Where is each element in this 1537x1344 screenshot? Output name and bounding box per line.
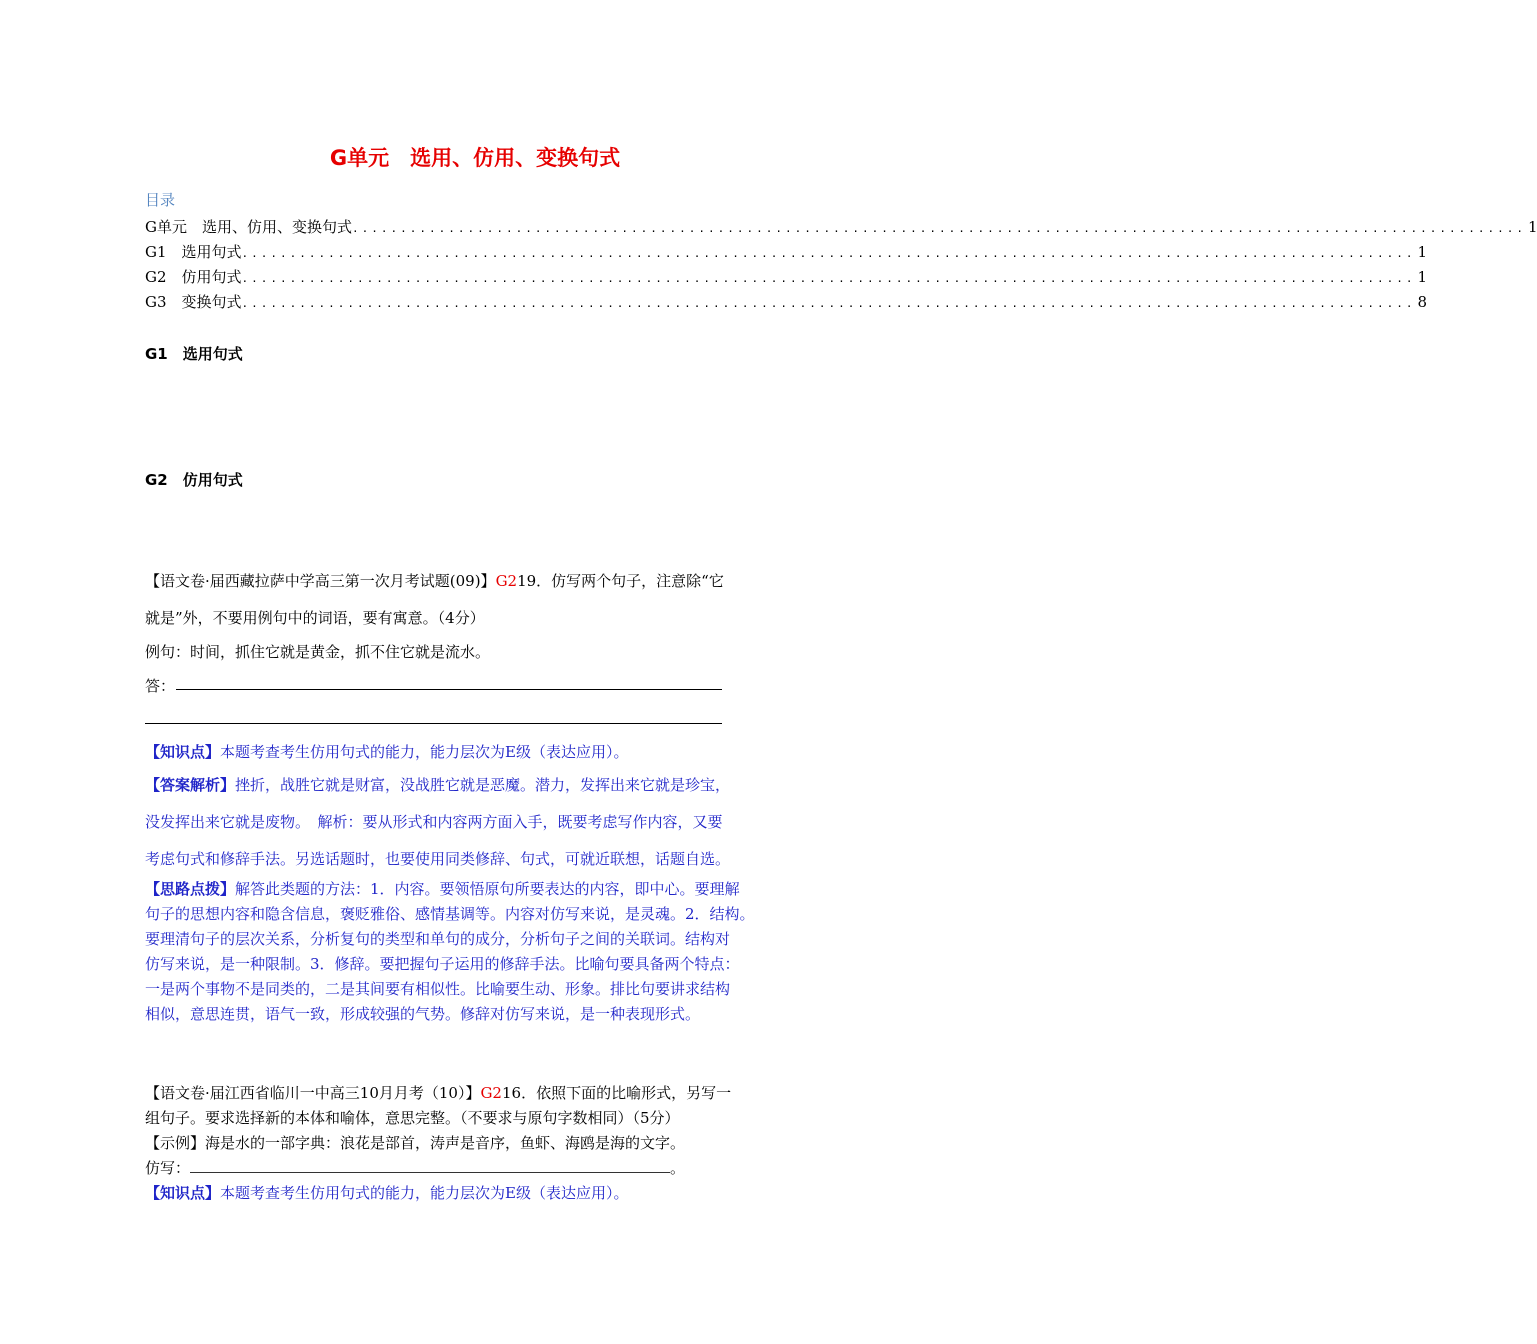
toc-entry-label: G3 变换句式 — [145, 293, 242, 311]
question-2-prompt: 16．依照下面的比喻形式，另写一 — [501, 1084, 732, 1102]
question-2-source: 【语文卷·届江西省临川一中高三10月月考（10）】 — [145, 1084, 481, 1102]
question-1-analysis-line-1 — [145, 774, 730, 795]
question-1-analysis-line-2: 没发挥出来它就是废物。 解析：要从形式和内容两方面入手，既要考虑写作内容，又要 — [145, 813, 723, 831]
question-2-tag: G2 — [480, 1084, 502, 1102]
toc-entry-page: 1 — [1417, 243, 1428, 261]
toc-leader-dots: .......................................................................................................................... — [351, 222, 1526, 235]
toc-entry[interactable] — [145, 216, 1537, 236]
answer-label: 答： — [145, 677, 176, 695]
toc-entry-label: G单元 选用、仿用、变换句式 — [145, 218, 352, 236]
question-2-imitate — [145, 1157, 685, 1178]
knowledge-tag: 【知识点】 — [145, 743, 221, 761]
toc-entry[interactable] — [145, 291, 1428, 311]
question-1-analysis-line-3: 考虑句式和修辞手法。另选话题时，也要使用同类修辞、句式，可就近联想，话题自选。 — [145, 850, 731, 868]
tips-text: 解答此类题的方法：1．内容。要领悟原句所要表达的内容，即中心。要理解 — [235, 880, 740, 898]
toc-leader-dots: .......................................................................................................................... — [241, 247, 1416, 260]
question-1-tips-line-3: 要理清句子的层次关系，分析复句的类型和单句的成分，分析句子之间的关联词。结构对 — [145, 930, 731, 948]
knowledge-tag: 【知识点】 — [145, 1184, 221, 1202]
imitate-blank-line[interactable] — [190, 1158, 670, 1173]
answer-blank-line[interactable] — [176, 689, 722, 690]
toc-leader-dots: .......................................................................................................................... — [241, 272, 1416, 285]
knowledge-text: 本题考查考生仿用句式的能力，能力层次为E级（表达应用）。 — [220, 743, 629, 761]
toc-entry-label: G1 选用句式 — [145, 243, 242, 261]
toc-entry-page: 8 — [1417, 293, 1428, 311]
imitate-end: 。 — [670, 1159, 686, 1177]
question-1-example: 例句：时间，抓住它就是黄金，抓不住它就是流水。 — [145, 643, 491, 661]
analysis-text: 挫折，战胜它就是财富，没战胜它就是恶魔。潜力，发挥出来它就是珍宝， — [235, 776, 731, 794]
question-1-source: 【语文卷·届西藏拉萨中学高三第一次月考试题(09)】 — [145, 572, 496, 590]
toc-entry[interactable] — [145, 266, 1428, 286]
question-1-tips-line-2: 句子的思想内容和隐含信息，褒贬雅俗、感情基调等。内容对仿写来说，是灵魂。2．结构。 — [145, 905, 755, 923]
toc-leader-dots: .......................................................................................................................... — [241, 297, 1416, 310]
question-2-line-2: 组句子。要求选择新的本体和喻体，意思完整。（不要求与原句字数相同）（5分） — [145, 1109, 680, 1127]
toc-entry-label: G2 仿用句式 — [145, 268, 242, 286]
toc-entry-page: 1 — [1527, 218, 1537, 236]
toc-entry[interactable] — [145, 241, 1428, 261]
knowledge-text: 本题考查考生仿用句式的能力，能力层次为E级（表达应用）。 — [220, 1184, 629, 1202]
question-1-tips-line-4: 仿写来说，是一种限制。3．修辞。要把握句子运用的修辞手法。比喻句要具备两个特点： — [145, 955, 740, 973]
page-title: G单元 选用、仿用、变换句式 — [329, 146, 621, 170]
question-1-knowledge — [145, 741, 628, 762]
question-1-line-2: 就是”外，不要用例句中的词语，要有寓意。（4分） — [145, 609, 485, 627]
question-1-tips-line-6: 相似，意思连贯，语气一致，形成较强的气势。修辞对仿写来说，是一种表现形式。 — [145, 1005, 701, 1023]
question-2-example: 【示例】海是水的一部字典：浪花是部首，涛声是音序，鱼虾、海鸥是海的文字。 — [145, 1134, 686, 1152]
imitate-label: 仿写： — [145, 1159, 191, 1177]
question-2-knowledge — [145, 1182, 628, 1203]
question-2-line-1 — [145, 1082, 731, 1103]
section-heading-g2: G2 仿用句式 — [145, 471, 243, 489]
toc-entry-page: 1 — [1417, 268, 1428, 286]
section-heading-g1: G1 选用句式 — [145, 345, 243, 363]
toc-heading: 目录 — [145, 191, 176, 209]
question-1-tag: G2 — [495, 572, 518, 590]
question-1-tips-line-5: 一是两个事物不是同类的，二是其间要有相似性。比喻要生动、形象。排比句要讲求结构 — [145, 980, 731, 998]
answer-blank-line[interactable] — [145, 723, 722, 724]
question-1-prompt: 19．仿写两个句子，注意除“它 — [517, 572, 724, 590]
analysis-tag: 【答案解析】 — [145, 776, 236, 794]
tips-tag: 【思路点拨】 — [145, 880, 236, 898]
question-1-line-1 — [145, 570, 724, 591]
question-1-tips-line-1 — [145, 878, 740, 899]
